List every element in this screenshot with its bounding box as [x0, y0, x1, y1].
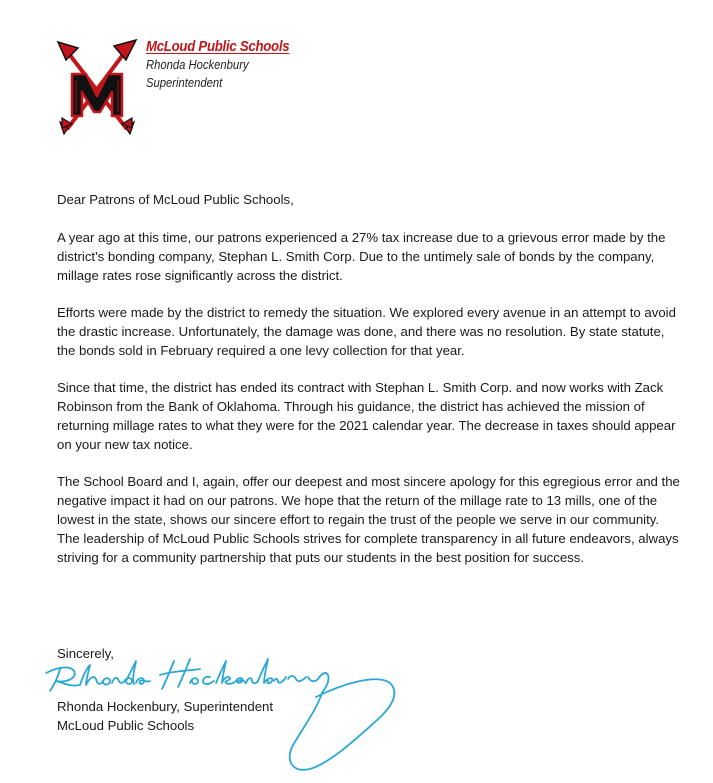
mcloud-m-arrows-logo-icon [56, 38, 138, 136]
signer-name-title: Rhonda Hockenbury, Superintendent [57, 699, 274, 714]
letterhead [56, 38, 356, 138]
salutation: Dear Patrons of McLoud Public Schools, [57, 192, 294, 207]
paragraph-tax-increase: A year ago at this time, our patrons experienced a 27% tax increase due to a grievous error made by the district's bonding company, Stephan L. Smith Corp. Due to the untimely sale of bonds by the company, millage rates rose significantly across the district. [57, 230, 666, 283]
superintendent-name: Rhonda Hockenbury [146, 58, 249, 72]
valediction: Sincerely, [57, 646, 114, 661]
letter-body [57, 190, 682, 585]
paragraph-new-bank: Since that time, the district has ended its contract with Stephan L. Smith Corp. and now works with Zack Robinson from the Bank of Oklahoma. Through his guidance, the district has achieved the mission of returning millage rates to what they were for the 2021 calendar year. The decrease in taxes should appear on your new tax notice. [57, 380, 676, 452]
paragraph-remedy-efforts: Efforts were made by the district to remedy the situation. We explored every avenue in an attempt to avoid the drastic increase. Unfortunately, the damage was done, and there was no resolution. By state statute, the bonds sold in February required a one levy collection for that year. [57, 305, 676, 358]
superintendent-title: Superintendent [146, 76, 223, 90]
signer-organization: McLoud Public Schools [57, 718, 195, 733]
paragraph-apology: The School Board and I, again, offer our deepest and most sincere apology for this egregious error and the negative impact it had on our patrons. We hope that the return of the millage rate to 13 mills, one of the lowest in the state, shows our sincere effort to regain the trust of the people we serve in our community. The leadership of McLoud Public Schools strives for complete transparency in all future endeavors, always striving for a community partnership that puts our students in the best position for success. [57, 474, 680, 565]
letterhead-text [146, 38, 309, 92]
organization-name: McLoud Public Schools [146, 38, 290, 55]
